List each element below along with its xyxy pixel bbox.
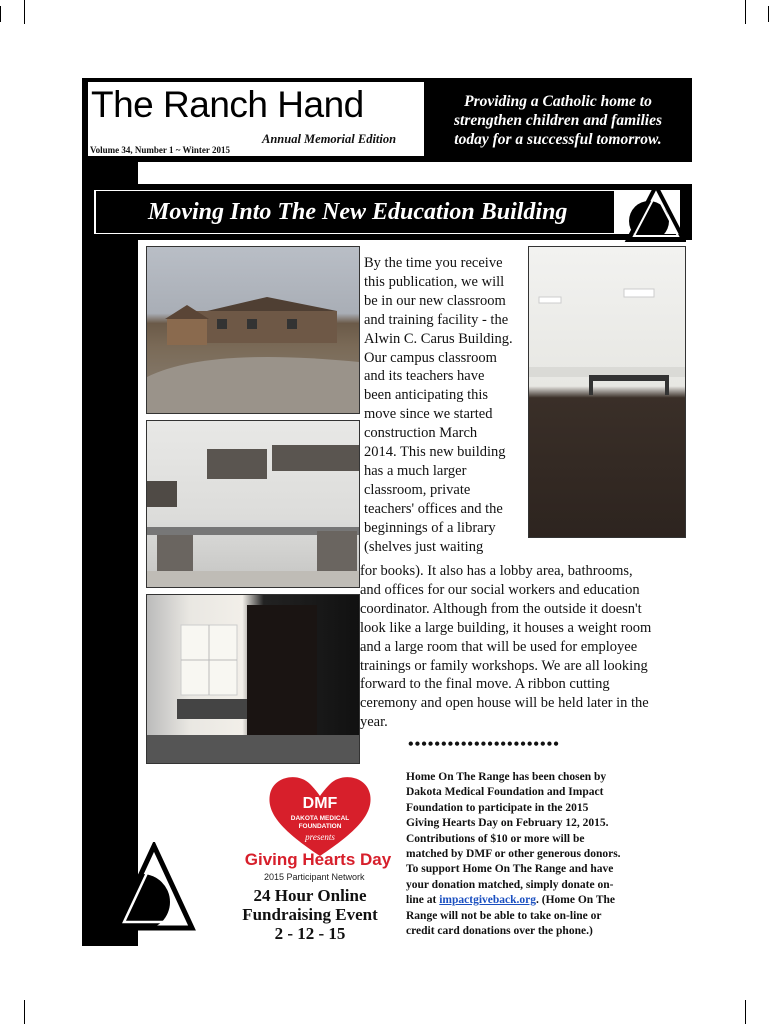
volume-label: Volume 34, Number 1 ~ Winter 2015 — [90, 145, 230, 155]
article-line: trainings or family workshops. We are all looking — [360, 657, 648, 674]
mission-line: strengthen children and families — [454, 112, 662, 129]
article-line: and training facility - the — [364, 311, 509, 328]
newsletter-title: The Ranch Hand — [91, 84, 364, 125]
dmf-title: DMF — [302, 795, 338, 812]
article-line: classroom, private — [364, 481, 471, 498]
crop-mark — [0, 6, 1, 22]
crop-mark — [768, 6, 769, 22]
article-line: and a large room that will be used for employee — [360, 638, 638, 655]
notice-link-suffix: . (Home On The — [536, 894, 616, 907]
article-line: Alwin C. Carus Building. — [364, 330, 513, 347]
library-shelves-photo — [146, 594, 360, 764]
giving-hearts-day-logo: Giving Hearts Day — [244, 850, 392, 869]
article-line: beginnings of a library — [364, 519, 496, 536]
impactgiveback-link[interactable]: impactgiveback.org — [439, 894, 537, 907]
dmf-subtitle: FOUNDATION — [298, 823, 342, 830]
fundraising-event-title — [240, 886, 380, 943]
notice-line: Home On The Range has been chosen by — [406, 771, 607, 783]
article-line: for books). It also has a lobby area, bathrooms, — [360, 563, 633, 579]
article-line: move since we started — [364, 406, 493, 423]
article-line: look like a large building, it houses a weight room — [360, 619, 652, 636]
notice-link-prefix: line at — [406, 894, 440, 907]
classroom-interior-illustration — [529, 247, 685, 537]
article-line: teachers' offices and the — [364, 500, 503, 517]
classroom-interior-photo — [528, 246, 686, 538]
office-cabinets-photo — [146, 420, 360, 588]
article-line: be in our new classroom — [364, 292, 506, 309]
notice-line: Contributions of $10 or more will be — [406, 832, 585, 845]
building-exterior-photo — [146, 246, 360, 414]
edition-label: Annual Memorial Edition — [262, 132, 397, 146]
notice-line: Giving Hearts Day on February 12, 2015. — [406, 817, 609, 830]
dotted-divider: ••••••••••••••••••••••• — [408, 736, 560, 753]
notice-line: To support Home On The Range and have — [406, 863, 614, 876]
event-line: Fundraising Event — [242, 905, 378, 924]
article-column-wide — [360, 562, 690, 732]
dmf-presents: presents — [305, 832, 335, 842]
crop-mark — [24, 0, 25, 24]
article-line: By the time you receive — [364, 255, 503, 271]
event-line: 2 - 12 - 15 — [274, 924, 346, 943]
building-exterior-illustration — [147, 247, 359, 413]
dmf-subtitle: DAKOTA MEDICAL — [290, 815, 350, 822]
notice-line: Foundation to participate in the 2015 — [406, 801, 589, 814]
notice-line: Range will not be able to take on-line or — [406, 909, 602, 922]
article-line: construction March — [364, 425, 478, 442]
crop-mark — [745, 1000, 746, 1024]
notice-line — [406, 893, 638, 908]
home-on-the-range-logo — [108, 842, 196, 934]
notice-line: matched by DMF or other generous donors. — [406, 848, 621, 861]
article-line: forward to the final move. A ribbon cutting — [360, 676, 610, 693]
library-shelves-illustration — [147, 595, 359, 763]
event-line: 24 Hour Online — [253, 886, 367, 905]
article-line: been anticipating this — [364, 387, 489, 404]
article-line: Our campus classroom — [364, 349, 497, 366]
article-column-narrow — [364, 254, 526, 557]
article-line: and its teachers have — [364, 368, 485, 385]
article-line: and offices for our social workers and education — [360, 581, 640, 598]
article-line: 2014. This new building — [364, 444, 506, 461]
home-on-the-range-logo — [622, 184, 686, 244]
article-line: has a much larger — [364, 462, 467, 479]
mission-line: today for a successful tomorrow. — [454, 131, 662, 148]
article-line: coordinator. Although from the outside it doesn't — [360, 600, 642, 617]
article-line: this publication, we will — [364, 273, 505, 290]
notice-line: your donation matched, simply donate on- — [406, 878, 614, 891]
article-line: ceremony and open house will be held later in the — [360, 695, 649, 712]
left-vertical-bar — [82, 160, 138, 946]
crop-mark — [24, 1000, 25, 1024]
notice-line: credit card donations over the phone.) — [406, 925, 593, 938]
mission-statement — [432, 92, 684, 149]
participant-network-label: 2015 Participant Network — [264, 872, 365, 882]
article-line: (shelves just waiting — [364, 538, 484, 555]
dmf-heart-logo — [264, 770, 376, 858]
article-line: year. — [360, 714, 388, 731]
article-heading: Moving Into The New Education Building — [148, 199, 568, 225]
crop-mark — [745, 0, 746, 24]
notice-line: Dakota Medical Foundation and Impact — [406, 786, 604, 799]
giving-hearts-notice — [406, 770, 638, 939]
mission-line: Providing a Catholic home to — [464, 93, 652, 110]
office-cabinets-illustration — [147, 421, 359, 587]
